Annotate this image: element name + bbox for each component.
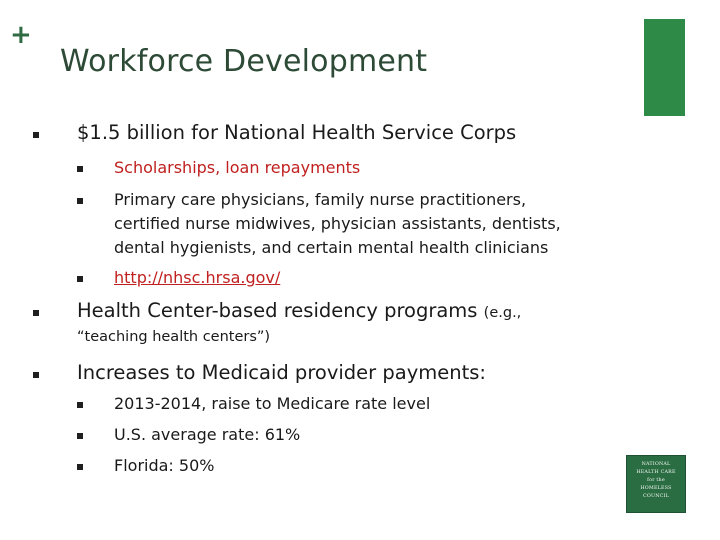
nhchc-logo — [626, 455, 686, 513]
sub-bullet-providers — [30, 188, 640, 212]
bullet-marker — [77, 402, 83, 408]
bullet-marker — [77, 276, 83, 282]
logo-line: HEALTH CARE — [636, 470, 676, 475]
bullet-marker — [77, 464, 83, 470]
plus-mark: + — [10, 20, 32, 50]
accent-bar — [644, 19, 685, 116]
logo-line: NATIONAL — [641, 462, 671, 467]
providers-line-3: dental hygienists, and certain mental health clinicians — [114, 238, 549, 257]
sub-bullet-scholarships-text: Scholarships, loan repayments — [114, 158, 361, 177]
bullet-marker — [77, 166, 83, 172]
providers-line-2: certified nurse midwives, physician assistants, dentists, — [114, 214, 561, 233]
bullet-marker — [33, 372, 39, 378]
sub-bullet-medicare-rate-text: 2013-2014, raise to Medicare rate level — [114, 394, 431, 413]
sub-bullet-providers-cont-2 — [30, 236, 640, 260]
sub-bullet-scholarships — [30, 156, 640, 180]
bullet-marker — [77, 198, 83, 204]
bullet-residency-note-1: (e.g., — [483, 305, 522, 321]
bullet-medicaid — [30, 360, 640, 386]
bullet-nhsc — [30, 120, 640, 146]
bullet-nhsc-text: $1.5 billion for National Health Service Corps — [77, 121, 517, 144]
bullet-residency — [30, 298, 640, 326]
bullet-medicaid-text: Increases to Medicaid provider payments: — [77, 361, 486, 384]
slide-title: Workforce Development — [60, 44, 428, 79]
nhsc-link[interactable]: http://nhsc.hrsa.gov/ — [114, 268, 281, 287]
sub-bullet-us-average — [30, 423, 640, 447]
bullet-list — [30, 116, 640, 478]
bullet-residency-text: Health Center-based residency programs — [77, 299, 478, 322]
logo-line: for the — [647, 478, 665, 483]
sub-bullet-medicare-rate — [30, 392, 640, 416]
sub-bullet-florida — [30, 454, 640, 478]
sub-bullet-florida-text: Florida: 50% — [114, 456, 215, 475]
bullet-marker — [33, 310, 39, 316]
bullet-marker — [33, 132, 39, 138]
logo-line: HOMELESS — [640, 486, 672, 491]
providers-line-1: Primary care physicians, family nurse practitioners, — [114, 190, 527, 209]
bullet-residency-cont — [30, 326, 640, 348]
logo-line: COUNCIL — [643, 494, 669, 499]
sub-bullet-providers-cont-1 — [30, 212, 640, 236]
bullet-residency-note-2: “teaching health centers”) — [77, 329, 271, 345]
sub-bullet-us-average-text: U.S. average rate: 61% — [114, 425, 301, 444]
sub-bullet-link — [30, 266, 640, 290]
bullet-marker — [77, 433, 83, 439]
